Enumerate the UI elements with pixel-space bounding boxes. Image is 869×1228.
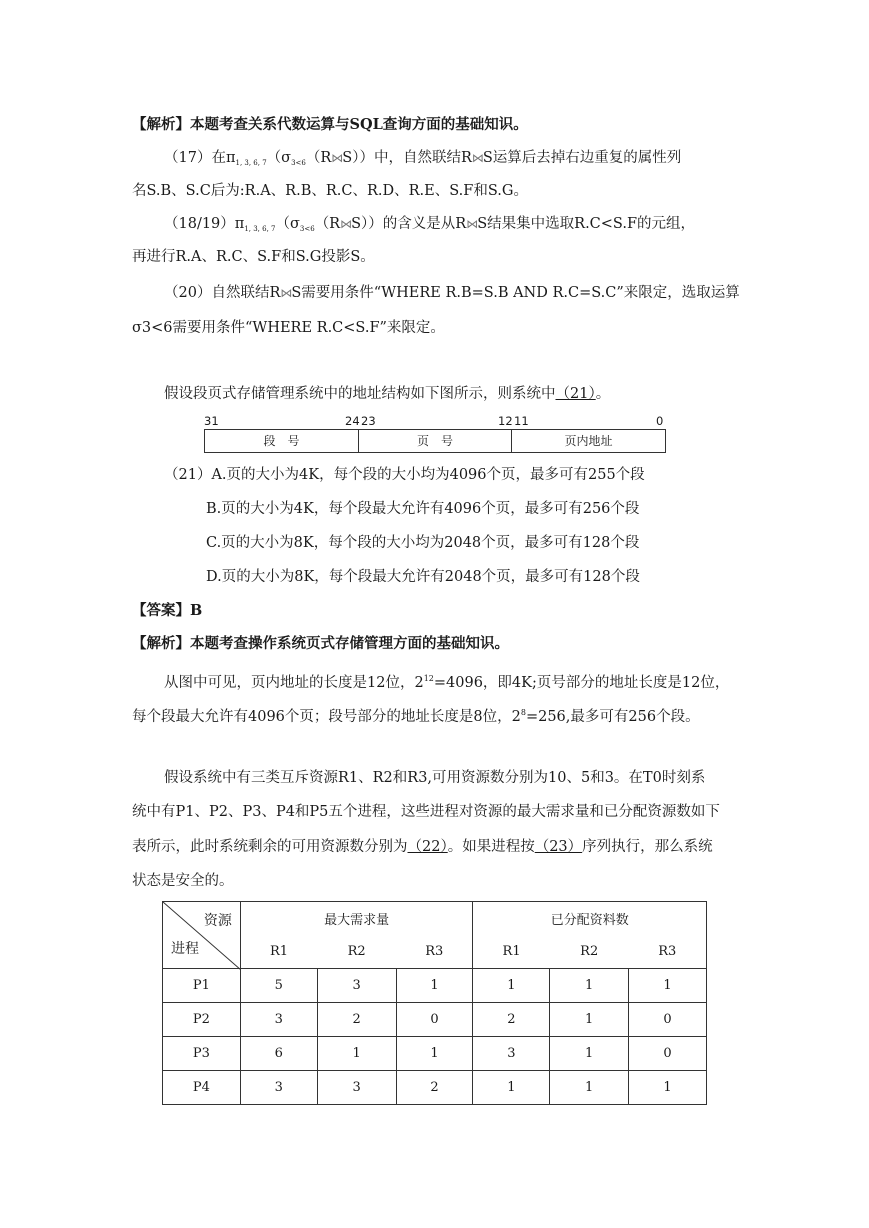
subheader-cell: R1 bbox=[473, 935, 550, 969]
question-22-line2: 统中有P1、P2、P3、P4和P5五个进程，这些进程对资源的最大需求量和已分配资源数如下 bbox=[132, 804, 720, 820]
join-symbol: ⋈ bbox=[280, 286, 292, 300]
value-cell: 1 bbox=[473, 1071, 550, 1105]
value-cell: 1 bbox=[550, 1037, 629, 1071]
value-cell: 5 bbox=[240, 969, 317, 1003]
text: 表所示，此时系统剩余的可用资源数分别为 bbox=[132, 839, 408, 855]
join-symbol: ⋈ bbox=[466, 217, 478, 231]
page-number-field: 页 号 bbox=[416, 434, 453, 448]
bit-label: 31 bbox=[204, 414, 219, 428]
question-21-stem bbox=[164, 384, 774, 404]
text: （σ bbox=[266, 150, 292, 166]
text: 从图中可见，页内地址的长度是12位，2 bbox=[164, 674, 424, 691]
question-22-line3 bbox=[132, 837, 742, 857]
page-offset-field: 页内地址 bbox=[564, 434, 613, 448]
join-symbol: ⋈ bbox=[331, 151, 343, 165]
bit-label: 23 bbox=[361, 414, 376, 428]
option-a: （21）A.页的大小为4K，每个段的大小均为4096个页，最多可有255个段 bbox=[164, 467, 645, 483]
table-row bbox=[163, 1003, 707, 1037]
corner-label-resource: 资源 bbox=[203, 913, 232, 929]
question-22-line1: 假设系统中有三类互斥资源R1、R2和R3,可用资源数分别为10、5和3。在T0时刻系 bbox=[164, 770, 706, 786]
table-row bbox=[163, 1037, 707, 1071]
blank-22: （22） bbox=[407, 839, 448, 855]
process-cell: P2 bbox=[163, 1003, 241, 1037]
text: =4096，即4K;页号部分的地址长度是12位， bbox=[433, 674, 730, 691]
value-cell: 1 bbox=[396, 1037, 473, 1071]
text: （18/19）π bbox=[164, 216, 245, 232]
text: （17）在π bbox=[164, 150, 236, 166]
paragraph-1819-line2: 再进行R.A、R.C、S.F和S.G投影S。 bbox=[132, 249, 375, 265]
projection-subscript: 1, 3, 6, 7 bbox=[235, 159, 267, 167]
value-cell: 1 bbox=[473, 969, 550, 1003]
option-d: D.页的大小为8K，每个段最大允许有2048个页，最多可有128个段 bbox=[206, 569, 640, 585]
paragraph-17-line1 bbox=[164, 148, 774, 173]
text: 假设段页式存储管理系统中的地址结构如下图所示，则系统中 bbox=[164, 386, 556, 402]
text: =256,最多可有256个段。 bbox=[525, 708, 700, 725]
paragraph-20-line1 bbox=[164, 283, 774, 303]
value-cell: 1 bbox=[396, 969, 473, 1003]
text: S结果集中选取R.C<S.F的元组， bbox=[477, 216, 696, 232]
table-row bbox=[163, 1071, 707, 1105]
value-cell: 3 bbox=[317, 969, 396, 1003]
corner-label-process: 进程 bbox=[171, 941, 199, 957]
address-structure-diagram bbox=[204, 414, 666, 454]
group-header-max-demand: 最大需求量 bbox=[240, 902, 473, 936]
option-c: C.页的大小为8K，每个段的大小均为2048个页，最多可有128个段 bbox=[206, 535, 640, 551]
subheader-cell: R3 bbox=[629, 935, 707, 969]
analysis-21-line1 bbox=[164, 669, 774, 693]
text: 。 bbox=[595, 386, 611, 402]
table-header-row bbox=[163, 902, 707, 936]
value-cell: 0 bbox=[396, 1003, 473, 1037]
analysis-heading-1: 【解析】本题考查关系代数运算与SQL查询方面的基础知识。 bbox=[132, 116, 528, 133]
table-corner-cell bbox=[163, 902, 241, 969]
join-symbol: ⋈ bbox=[471, 151, 483, 165]
question-22-line4: 状态是安全的。 bbox=[132, 873, 234, 889]
table-row bbox=[163, 969, 707, 1003]
bit-label: 11 bbox=[514, 414, 529, 428]
table-subheader-row bbox=[163, 935, 707, 969]
answer-21 bbox=[132, 601, 742, 621]
value-cell: 2 bbox=[473, 1003, 550, 1037]
projection-subscript: 1, 3, 6, 7 bbox=[244, 225, 276, 233]
process-cell: P1 bbox=[163, 969, 241, 1003]
value-cell: 3 bbox=[317, 1071, 396, 1105]
bit-label: 12 bbox=[498, 414, 513, 428]
text: S））中，自然联结R bbox=[342, 150, 472, 166]
exponent: 12 bbox=[423, 674, 434, 683]
value-cell: 1 bbox=[317, 1037, 396, 1071]
value-cell: 1 bbox=[629, 969, 707, 1003]
process-cell: P4 bbox=[163, 1071, 241, 1105]
value-cell: 2 bbox=[317, 1003, 396, 1037]
text: 。如果进程按 bbox=[447, 839, 535, 855]
value-cell: 3 bbox=[473, 1037, 550, 1071]
value-cell: 1 bbox=[550, 1003, 629, 1037]
value-cell: 3 bbox=[240, 1003, 317, 1037]
text: 序列执行，那么系统 bbox=[582, 839, 713, 855]
value-cell: 1 bbox=[550, 969, 629, 1003]
subheader-cell: R1 bbox=[240, 935, 317, 969]
value-cell: 2 bbox=[396, 1071, 473, 1105]
paragraph-1819-line1 bbox=[164, 214, 774, 239]
value-cell: 0 bbox=[629, 1003, 707, 1037]
bit-label: 24 bbox=[345, 414, 360, 428]
value-cell: 3 bbox=[240, 1071, 317, 1105]
exponent: 8 bbox=[520, 708, 526, 717]
text: （R bbox=[305, 150, 332, 166]
subheader-cell: R2 bbox=[550, 935, 629, 969]
answer-text: 【答案】B bbox=[132, 602, 203, 619]
resource-table bbox=[162, 901, 707, 1105]
text: S））的含义是从R bbox=[351, 216, 467, 232]
segment-number-field: 段 号 bbox=[263, 434, 300, 448]
group-header-allocated: 已分配资料数 bbox=[473, 902, 707, 936]
blank-21: （21） bbox=[555, 386, 596, 402]
subheader-cell: R2 bbox=[317, 935, 396, 969]
value-cell: 1 bbox=[629, 1071, 707, 1105]
text: （R bbox=[314, 216, 341, 232]
address-fields-box bbox=[204, 429, 666, 453]
text: （σ bbox=[275, 216, 300, 232]
text: 每个段最大允许有4096个页；段号部分的地址长度是8位，2 bbox=[132, 708, 521, 725]
option-b: B.页的大小为4K，每个段最大允许有4096个页，最多可有256个段 bbox=[206, 501, 640, 517]
process-cell: P3 bbox=[163, 1037, 241, 1071]
paragraph-17-line2: 名S.B、S.C后为:R.A、R.B、R.C、R.D、R.E、S.F和S.G。 bbox=[132, 183, 528, 199]
blank-23: （23） bbox=[534, 839, 583, 855]
selection-subscript: 3<6 bbox=[299, 225, 315, 233]
text: （20）自然联结R bbox=[164, 285, 281, 301]
value-cell: 6 bbox=[240, 1037, 317, 1071]
join-symbol: ⋈ bbox=[340, 217, 352, 231]
paragraph-20-line2: σ3<6需要用条件“WHERE R.C<S.F”来限定。 bbox=[132, 320, 445, 336]
value-cell: 1 bbox=[550, 1071, 629, 1105]
text: S需要用条件“WHERE R.B=S.B AND R.C=S.C”来限定，选取运算 bbox=[291, 285, 740, 301]
selection-subscript: 3<6 bbox=[291, 159, 306, 167]
subheader-cell: R3 bbox=[396, 935, 473, 969]
analysis-21-line2 bbox=[132, 703, 742, 727]
text: S运算后去掉右边重复的属性列 bbox=[482, 150, 682, 166]
analysis-heading-2: 【解析】本题考查操作系统页式存储管理方面的基础知识。 bbox=[132, 635, 509, 652]
value-cell: 0 bbox=[629, 1037, 707, 1071]
bit-label: 0 bbox=[656, 414, 664, 428]
